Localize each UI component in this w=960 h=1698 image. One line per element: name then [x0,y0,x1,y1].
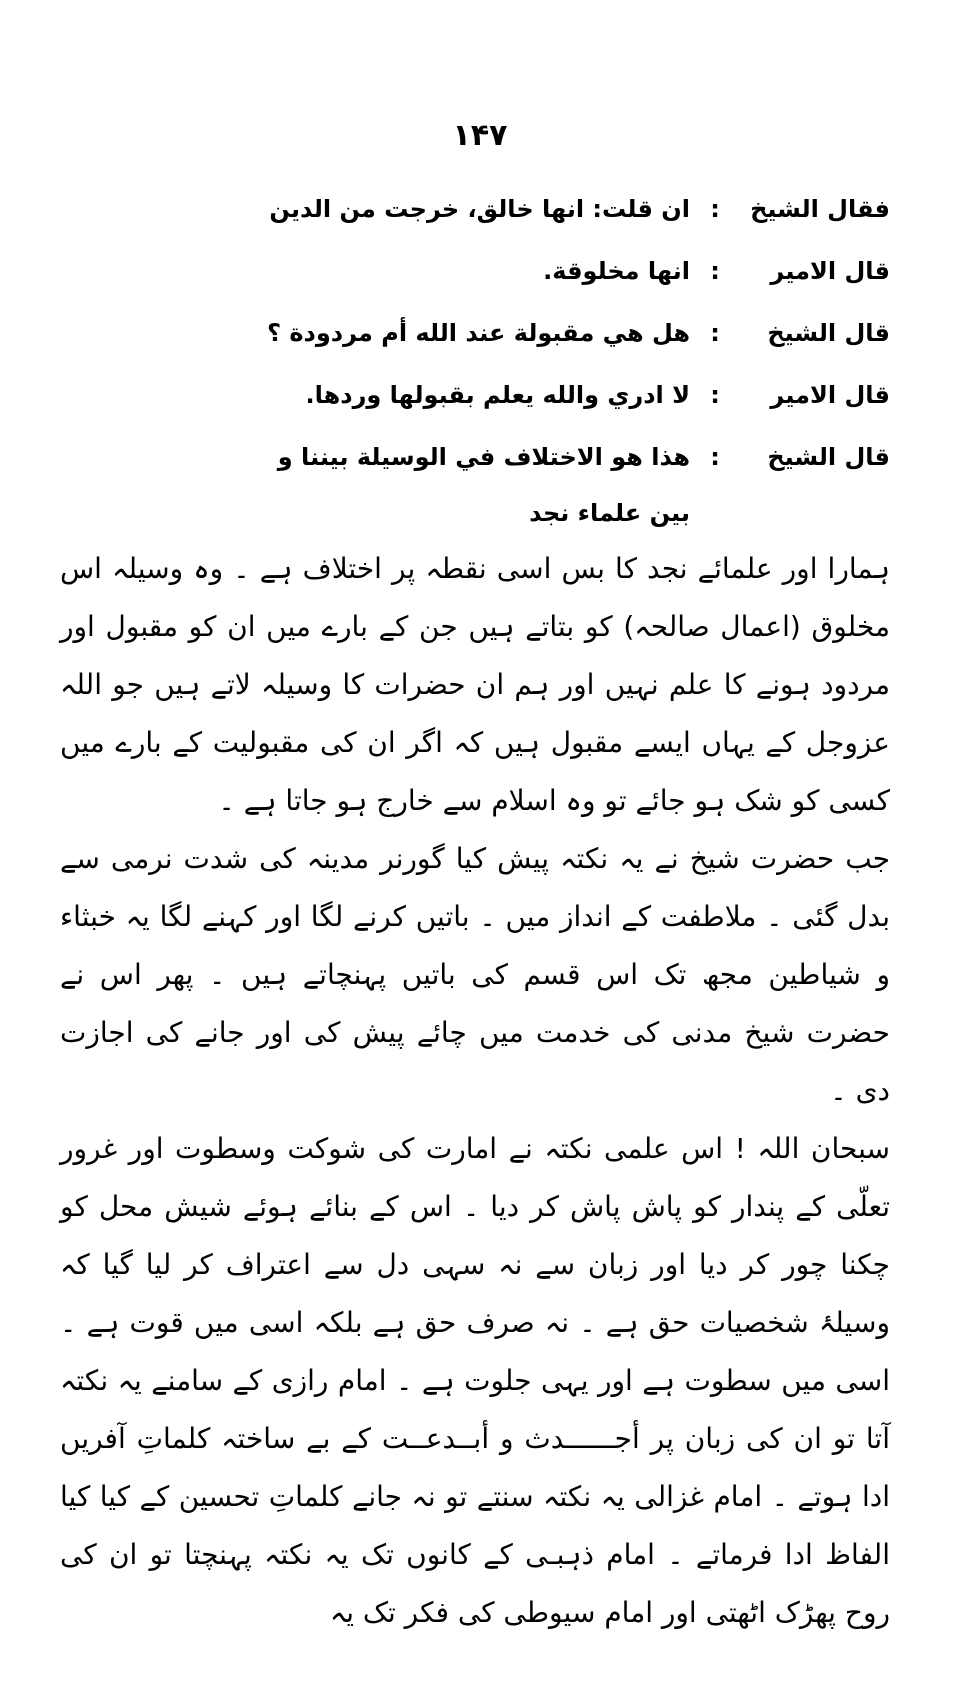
dialogue-row [60,364,890,426]
page-number: ۱۴۷ [452,118,508,153]
dialogue-speech: لا ادري والله يعلم بقبولها وردها. [305,381,690,409]
dialogue-row [60,426,890,488]
dialogue-speech: انها مخلوقة. [543,257,690,285]
dialogue-speaker: قال الامير [770,381,890,409]
body-text [60,540,890,1642]
dialogue-speaker: قال الامير [770,257,890,285]
dialogue-speaker: قال الشيخ [767,443,890,471]
dialogue-row [60,302,890,364]
dialogue-colon: : [710,319,720,347]
paragraph: جب حضرت شیخ نے یہ نکتہ پیش کیا گورنر مدینہ کی شدت نرمی سے بدل گئی ۔ ملاطفت کے انداز میں ۔ باتیں کرنے لگا اور کہنے لگا یہ خبثاء و شیاطین مجھ تک اس قسم کی باتیں پہنچاتے ہیں ۔ پھر اس نے حضرت شیخ مدنی کی خدمت میں چائے پیش کی اور جانے کی اجازت دی ۔ [60,842,890,1107]
paragraph: سبحان اللہ ! اس علمی نکتہ نے امارت کی شوکت وسطوت اور غرور تعلّی کے پندار کو پاش پاش کر دیا ۔ اس کے بنائے ہوئے شیش محل کو چکنا چور کر دیا اور زبان سے نہ سہی دل سے اعتراف کر لیا گیا کہ وسیلۂ شخصیات حق ہے ۔ نہ صرف حق ہے بلکہ اسی میں قوت ہے ۔ اسی میں سطوت ہے اور یہی جلوت ہے ۔ امام رازی کے سامنے یہ نکتہ آتا تو ان کی زبان پر أجــــــدث و أبــدعــت کے بے ساختہ کلماتِ آفریں ادا ہوتے ۔ امام غزالی یہ نکتہ سنتے تو نہ جانے کلماتِ تحسین کے کیا کیا الفاظ ادا فرماتے ۔ امام ذہبـی کے کانوں تک یہ نکتہ پہنچتا تو ان کی روح پھڑک اٹھتی اور امام سیوطی کی فکر تک یہ [60,1132,890,1629]
dialogue-block [60,178,890,538]
dialogue-continuation: بين علماء نجد [529,499,690,527]
dialogue-speaker: فقال الشيخ [750,195,890,223]
dialogue-colon: : [710,195,720,223]
dialogue-speech: هل هي مقبولة عند الله أم مردودة ؟ [267,319,690,347]
dialogue-colon: : [710,381,720,409]
dialogue-speech: ان قلت: انها خالق، خرجت من الدين [269,195,690,223]
dialogue-speaker: قال الشيخ [767,319,890,347]
dialogue-row [60,240,890,302]
dialogue-speech: هذا هو الاختلاف في الوسيلة بيننا و [277,443,690,471]
paragraph: ہمارا اور علمائے نجد کا بس اسی نقطہ پر اختلاف ہے ۔ وہ وسیلہ اس مخلوق (اعمال صالحہ) کو بتاتے ہیں جن کے بارے میں ان کو مقبول اور مردود ہونے کا علم نہیں اور ہم ان حضرات کا وسیلہ لاتے ہیں جو اللہ عزوجل کے یہاں ایسے مقبول ہیں کہ اگر ان کی مقبولیت کے بارے میں کسی کو شک ہو جائے تو وہ اسلام سے خارج ہو جاتا ہے ۔ [60,552,890,817]
dialogue-colon: : [710,257,720,285]
dialogue-colon: : [710,443,720,471]
dialogue-row [60,178,890,240]
